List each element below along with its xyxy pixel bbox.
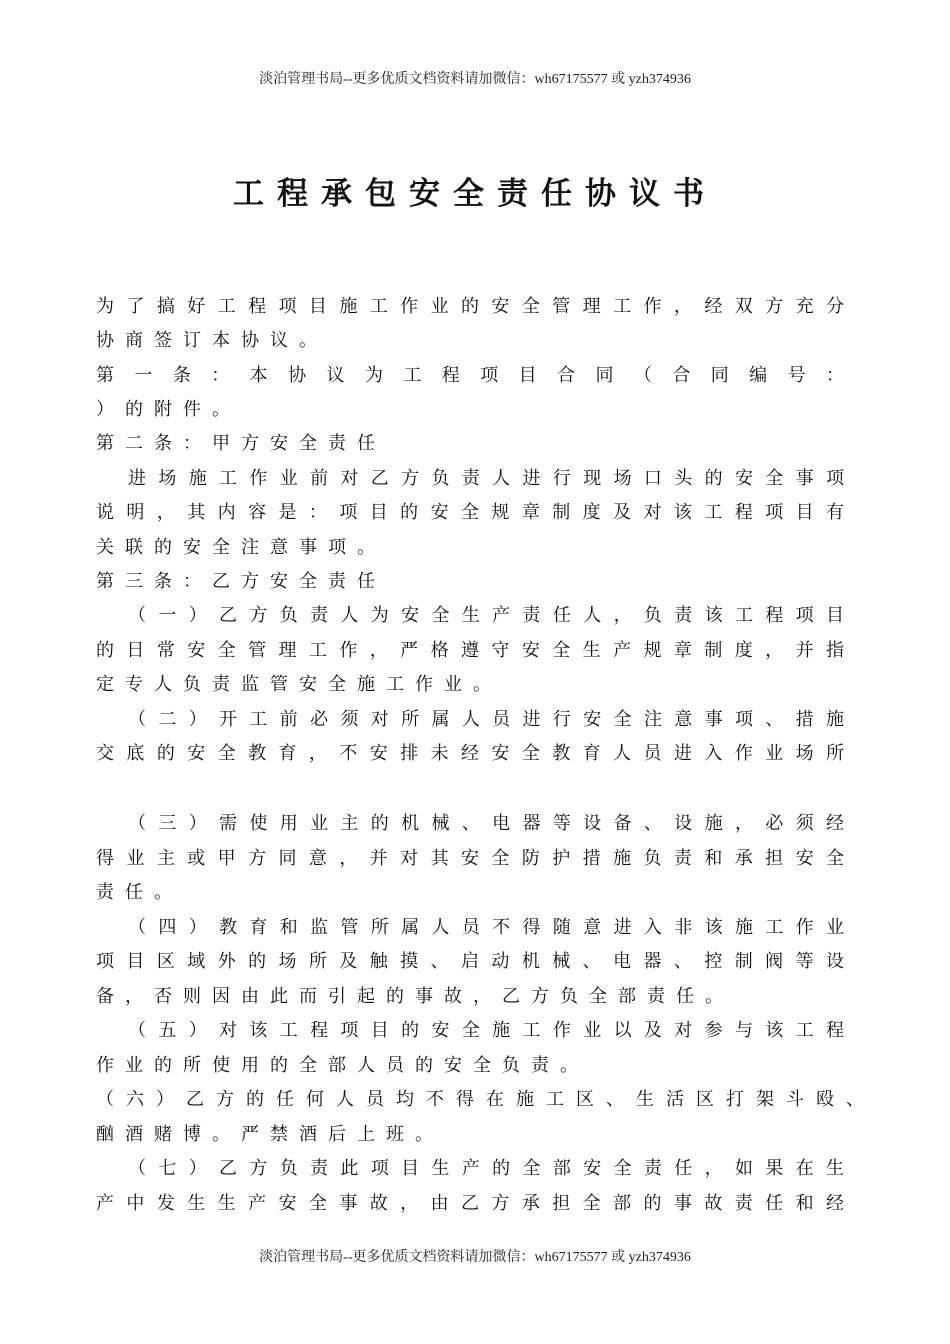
clause-line: 交底的安全教育，不安排未经安全教育人员进入作业场所 (96, 743, 844, 764)
paragraph-line: 关联的安全注意事项。 (96, 537, 386, 558)
clause-line: 的日常安全管理工作，严格遵守安全生产规章制度，并指 (96, 640, 844, 661)
clause-line: （七）乙方负责此项目生产的全部安全责任，如果在生 (128, 1158, 844, 1179)
clause-line: 责任。 (96, 882, 183, 903)
clause-line: 作业的所使用的全部人员的安全负责。 (96, 1055, 589, 1076)
paragraph-line: 进场施工作业前对乙方负责人进行现场口头的安全事项 (128, 468, 844, 489)
document-title: 工程承包安全责任协议书 (233, 176, 717, 212)
paragraph-line: 为了搞好工程项目施工作业的安全管理工作，经双方充分 (96, 296, 844, 317)
paragraph-line: 协商签订本协议。 (96, 330, 328, 351)
clause-line: 定专人负责监管安全施工作业。 (96, 674, 502, 695)
clause-line: （六）乙方的任何人员均不得在施工区、生活区打架斗殴、 (96, 1089, 864, 1110)
clause-line: 项目区域外的场所及触摸、启动机械、电器、控制阀等设 (96, 951, 844, 972)
paragraph-line: ）的附件。 (96, 399, 241, 420)
page-footer: 淡泊管理书局--更多优质文档资料请加微信：wh67175577 或 yzh374936 (259, 1250, 691, 1265)
clause-line: 得业主或甲方同意，并对其安全防护措施负责和承担安全 (96, 848, 844, 869)
clause-line: （二）开工前必须对所属人员进行安全注意事项、措施 (128, 709, 844, 730)
clause-line: （五）对该工程项目的安全施工作业以及对参与该工程 (128, 1020, 844, 1041)
clause-line: 产中发生生产安全事故，由乙方承担全部的事故责任和经 (96, 1193, 844, 1214)
clause-line: （一）乙方负责人为安全生产责任人，负责该工程项目 (128, 605, 844, 626)
article-heading: 第二条：甲方安全责任 (96, 433, 386, 454)
clause-line: （四）教育和监管所属人员不得随意进入非该施工作业 (128, 917, 844, 938)
clause-line: 酗酒赌博。严禁酒后上班。 (96, 1124, 444, 1145)
article-heading: 第一条：本协议为工程项目合同（合同编号： (96, 365, 844, 386)
article-heading: 第三条：乙方安全责任 (96, 571, 386, 592)
clause-line: （三）需使用业主的机械、电器等设备、设施，必须经 (128, 813, 844, 834)
clause-line: 备，否则因由此而引起的事故，乙方负全部责任。 (96, 986, 734, 1007)
paragraph-line: 说明，其内容是：项目的安全规章制度及对该工程项目有 (96, 502, 844, 523)
page-header: 淡泊管理书局--更多优质文档资料请加微信：wh67175577 或 yzh374936 (259, 72, 691, 87)
